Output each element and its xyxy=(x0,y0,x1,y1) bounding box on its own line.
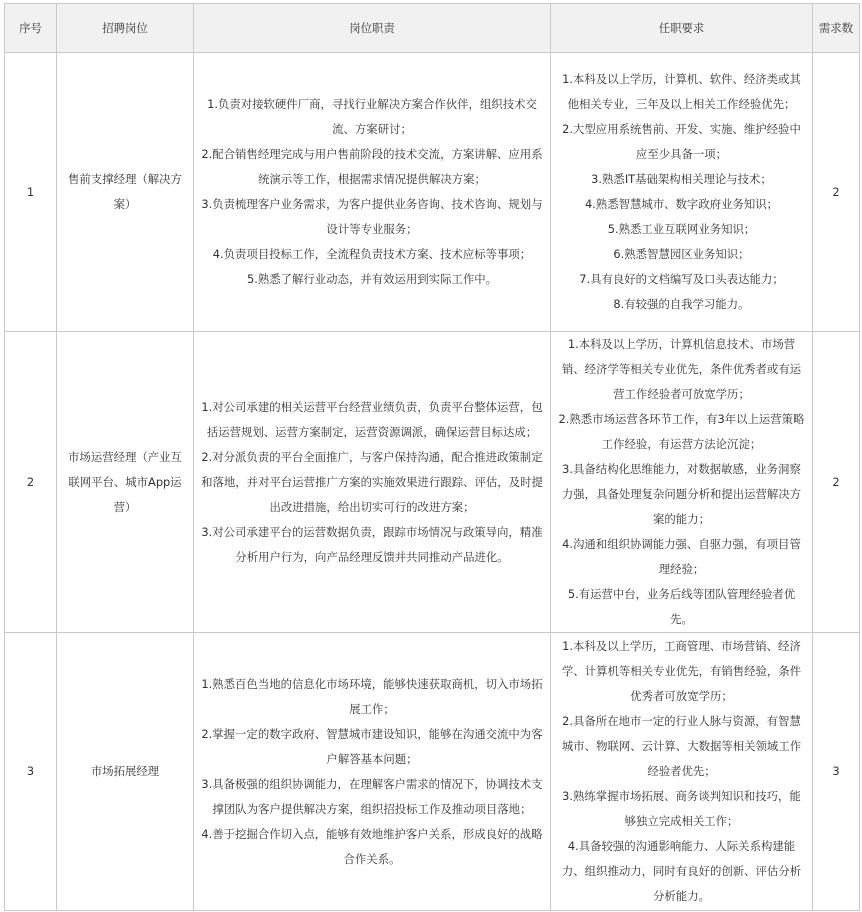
requirement-item: 4.具备较强的沟通影响能力、人际关系构建能力、组织推动力，同时有良好的创新、评估分析分析能力。 xyxy=(561,839,802,903)
row-count: 3 xyxy=(813,633,860,911)
row-requirements xyxy=(551,332,813,633)
requirement-item: 1.本科及以上学历，计算机信息技术、市场营销、经济学等相关专业优先，条件优秀者或有运营工作经验者可放宽学历； xyxy=(561,337,802,401)
duty-item: 2.掌握一定的数字政府、智慧城市建设知识，能够在沟通交流中为客户解答基本问题； xyxy=(201,726,543,766)
table-row xyxy=(5,332,860,633)
header-index: 序号 xyxy=(5,4,57,53)
duty-item: 2.配合销售经理完成与用户售前阶段的技术交流，方案讲解、应用系统演示等工作，根据需求情况提供解决方案； xyxy=(201,147,543,186)
header-duties: 岗位职责 xyxy=(194,4,551,53)
duty-item: 5.熟悉了解行业动态，并有效运用到实际工作中。 xyxy=(246,272,498,286)
requirement-item: 4.熟悉智慧城市、数字政府业务知识； xyxy=(584,197,779,211)
duty-item: 1.熟悉百色当地的信息化市场环境，能够快速获取商机，切入市场拓展工作； xyxy=(201,676,543,716)
requirement-item: 3.具备结构化思维能力，对数据敏感，业务洞察力强，具备处理复杂问题分析和提出运营解决方案的能力； xyxy=(561,462,802,526)
requirement-item: 3.熟练掌握市场拓展、商务谈判知识和技巧，能够独立完成相关工作； xyxy=(562,789,801,828)
requirement-item: 2.具备所在地市一定的行业人脉与资源，有智慧城市、物联网、云计算、大数据等相关领域工作经验者优先； xyxy=(561,714,802,778)
row-count: 2 xyxy=(813,53,860,332)
duty-item: 2.对分派负责的平台全面推广，与客户保持沟通，配合推进政策制定和落地，并对平台运营推广方案的实施效果进行跟踪、评估，及时提出改进措施，给出切实可行的改进方案； xyxy=(201,449,543,514)
recruitment-table xyxy=(4,3,860,911)
row-requirements xyxy=(551,633,813,911)
row-count: 2 xyxy=(813,332,860,633)
duty-item: 4.负责项目投标工作，全流程负责技术方案、技术应标等事项； xyxy=(212,247,532,261)
requirement-item: 8.有较强的自我学习能力。 xyxy=(613,297,750,311)
duty-item: 3.对公司承建平台的运营数据负责，跟踪市场情况与政策导向，精准分析用户行为，向产品经理反馈并共同推动产品进化。 xyxy=(201,524,543,564)
row-requirements xyxy=(551,53,813,332)
requirement-item: 5.有运营中台，业务后线等团队管理经验者优先。 xyxy=(567,587,796,626)
requirement-item: 2.大型应用系统售前、开发、实施、维护经验中应至少具备一项； xyxy=(562,122,801,161)
header-count: 需求数 xyxy=(813,4,860,53)
table-row xyxy=(5,633,860,911)
table-header-row xyxy=(5,4,860,53)
row-index: 2 xyxy=(5,332,57,633)
row-position: 市场拓展经理 xyxy=(57,633,194,911)
requirement-item: 6.熟悉智慧园区业务知识； xyxy=(613,247,750,261)
duty-item: 1.对公司承建的相关运营平台经营业绩负责，负责平台整体运营，包括运营规划、运营方案制定，运营资源调派，确保运营目标达成； xyxy=(201,399,543,439)
requirement-item: 5.熟悉工业互联网业务知识； xyxy=(607,222,756,236)
row-position: 市场运营经理（产业互联网平台、城市App运营） xyxy=(57,332,194,633)
row-position: 售前支撑经理（解决方案） xyxy=(57,53,194,332)
row-duties xyxy=(194,332,551,633)
duty-item: 3.具备极强的组织协调能力，在理解客户需求的情况下，协调技术支撑团队为客户提供解决方案，组织招投标工作及推动项目落地； xyxy=(201,776,543,816)
requirement-item: 7.具有良好的文档编写及口头表达能力； xyxy=(579,272,784,286)
requirement-item: 1.本科及以上学历，工商管理、市场营销、经济学、计算机等相关专业优先，有销售经验，条件优秀者可放宽学历； xyxy=(561,639,802,703)
row-duties xyxy=(194,53,551,332)
header-requirements: 任职要求 xyxy=(551,4,813,53)
requirement-item: 3.熟悉IT基础架构相关理论与技术； xyxy=(591,172,772,186)
table-row xyxy=(5,53,860,332)
row-duties xyxy=(194,633,551,911)
row-index: 1 xyxy=(5,53,57,332)
requirement-item: 1.本科及以上学历，计算机、软件、经济类或其他相关专业，三年及以上相关工作经验优先； xyxy=(562,72,801,111)
duty-item: 4.善于挖掘合作切入点，能够有效地维护客户关系，形成良好的战略合作关系。 xyxy=(201,826,543,866)
row-index: 3 xyxy=(5,633,57,911)
header-position: 招聘岗位 xyxy=(57,4,194,53)
requirement-item: 2.熟悉市场运营各环节工作，有3年以上运营策略工作经验，有运营方法论沉淀； xyxy=(558,412,805,451)
duty-item: 1.负责对接软硬件厂商，寻找行业解决方案合作伙伴，组织技术交流、方案研讨； xyxy=(207,97,537,136)
duty-item: 3.负责梳理客户业务需求，为客户提供业务咨询、技术咨询、规划与设计等专业服务； xyxy=(201,197,543,236)
requirement-item: 4.沟通和组织协调能力强、自驱力强，有项目管理经验； xyxy=(562,537,801,576)
